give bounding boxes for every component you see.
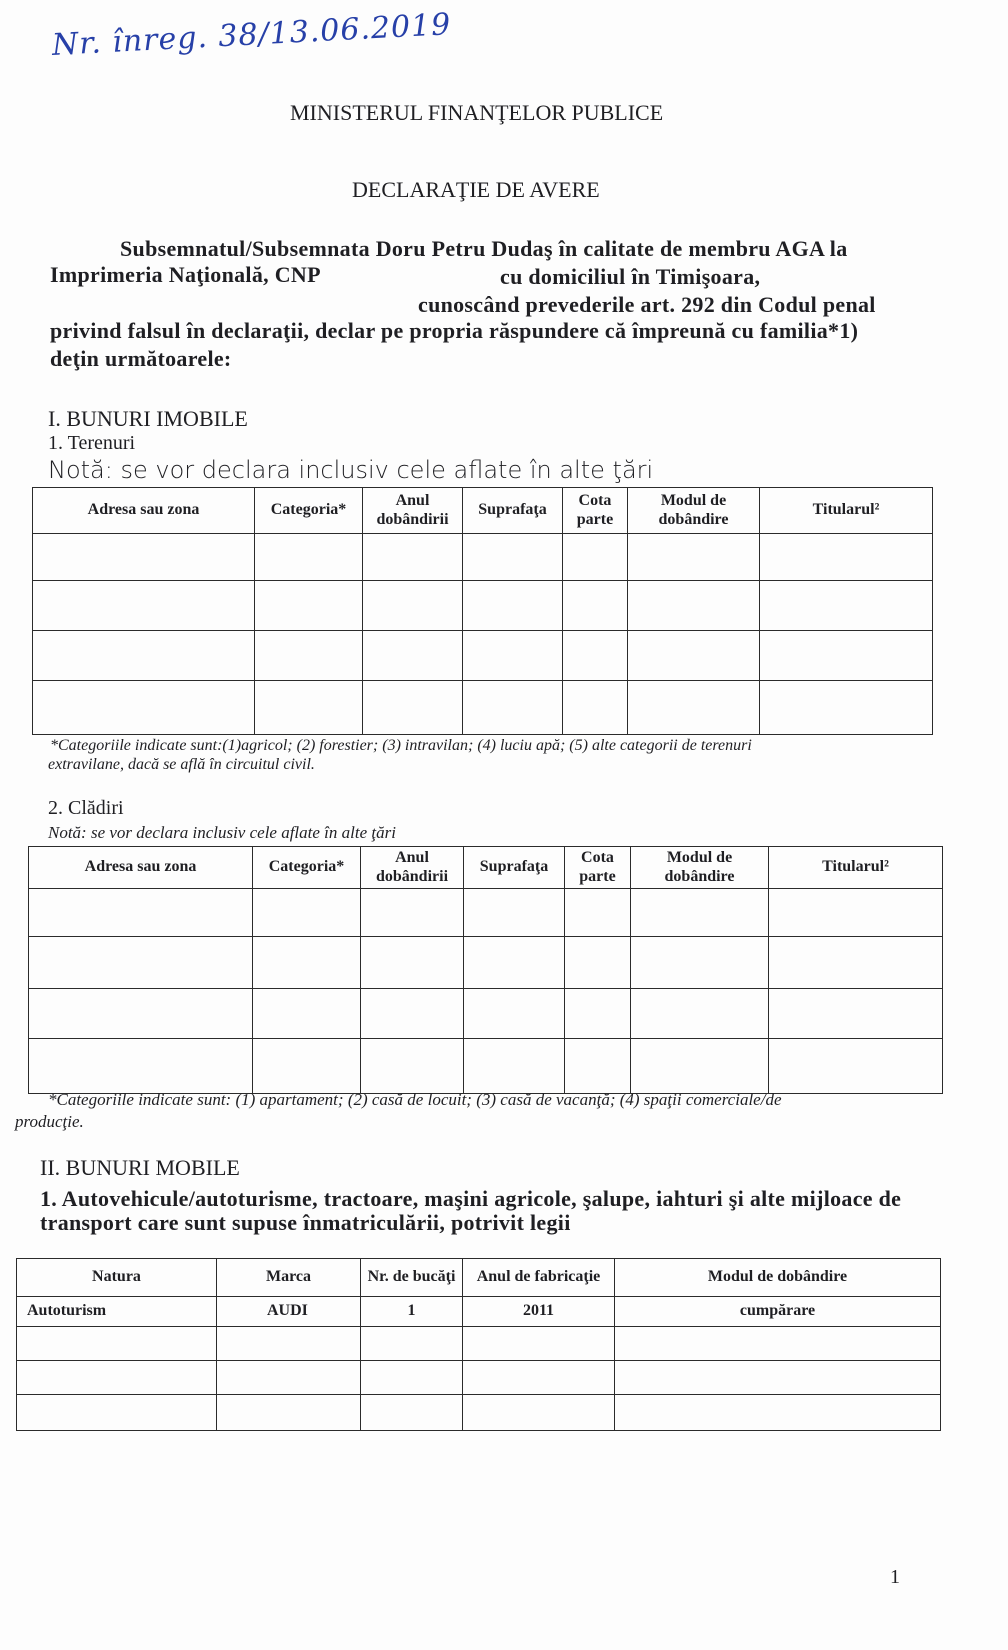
col-anul-fabricatie: Anul de fabricaţie xyxy=(463,1259,615,1297)
section-2-title: II. BUNURI MOBILE xyxy=(40,1155,240,1180)
cell-marca: AUDI xyxy=(217,1297,361,1327)
col-titularul: Titularul² xyxy=(760,488,933,534)
table-row xyxy=(33,534,933,581)
col-adresa: Adresa sau zona xyxy=(33,488,255,534)
col-categoria: Categoria* xyxy=(253,847,361,889)
terenuri-header-row xyxy=(33,488,933,534)
col-marca: Marca xyxy=(217,1259,361,1297)
section-2-subtitle-line1: 1. Autovehicule/autoturisme, tractoare, maşini agricole, şalupe, iahturi şi alte mijloace de xyxy=(40,1186,902,1211)
table-row xyxy=(33,631,933,681)
col-natura: Natura xyxy=(17,1259,217,1297)
vehicles-header-row xyxy=(17,1259,941,1297)
table-row xyxy=(29,1039,943,1094)
table-row xyxy=(29,937,943,989)
cell-natura: Autoturism xyxy=(17,1297,217,1327)
cell-nr-bucati: 1 xyxy=(361,1297,463,1327)
section-1-subtitle-terenuri: 1. Terenuri xyxy=(48,432,136,454)
intro-line-2a: Imprimeria Naţională, CNP xyxy=(50,262,321,287)
col-modul: Modul de dobândire xyxy=(628,488,760,534)
table-row xyxy=(33,581,933,631)
col-anul: Anul dobândirii xyxy=(361,847,464,889)
vehicles-table xyxy=(16,1258,941,1431)
footnote-cladiri: *Categoriile indicate sunt: (1) apartament; (2) casă de locuit; (3) casă de vacanţă; (4) spaţii comerciale/de xyxy=(48,1090,782,1109)
intro-line-2b: cu domiciliul în Timişoara, xyxy=(500,264,761,289)
intro-line-1: Subsemnatul/Subsemnata Doru Petru Dudaş în calitate de membru AGA la xyxy=(120,236,848,261)
table-row xyxy=(29,989,943,1039)
table-row xyxy=(17,1395,941,1431)
col-titularul: Titularul² xyxy=(769,847,943,889)
section-2-subtitle-line2: transport care sunt supuse înmatriculării, potrivit legii xyxy=(40,1210,571,1235)
col-suprafata: Suprafaţa xyxy=(464,847,565,889)
terenuri-table xyxy=(32,487,933,735)
table-row xyxy=(33,681,933,735)
cell-anul-fabricatie: 2011 xyxy=(463,1297,615,1327)
footnote-cladiri-cont: producţie. xyxy=(15,1112,84,1131)
footnote-terenuri-cont: extravilane, dacă se află în circuitul civil. xyxy=(48,756,315,773)
col-adresa: Adresa sau zona xyxy=(29,847,253,889)
page-number: 1 xyxy=(890,1566,900,1588)
col-modul: Modul de dobândire xyxy=(631,847,769,889)
table-row xyxy=(17,1297,941,1327)
col-cota: Cota parte xyxy=(565,847,631,889)
col-suprafata: Suprafaţa xyxy=(463,488,563,534)
cladiri-header-row xyxy=(29,847,943,889)
col-modul-dobandire: Modul de dobândire xyxy=(615,1259,941,1297)
col-anul: Anul dobândirii xyxy=(363,488,463,534)
ministry-heading: MINISTERUL FINANŢELOR PUBLICE xyxy=(290,100,664,125)
note-terenuri: Notă: se vor declara inclusiv cele aflate în alte ţări xyxy=(48,456,654,484)
note-cladiri: Notă: se vor declara inclusiv cele aflate în alte ţări xyxy=(48,823,396,842)
col-cota: Cota parte xyxy=(563,488,628,534)
intro-line-4: privind falsul în declaraţii, declar pe propria răspundere că împreună cu familia*1) xyxy=(50,318,859,343)
section-1-subtitle-cladiri: 2. Clădiri xyxy=(48,797,124,819)
intro-line-5: deţin următoarele: xyxy=(50,346,232,371)
section-1-title: I. BUNURI IMOBILE xyxy=(48,406,248,431)
table-row xyxy=(29,889,943,937)
cladiri-table xyxy=(28,846,943,1094)
cell-modul-dobandire: cumpărare xyxy=(615,1297,941,1327)
col-categoria: Categoria* xyxy=(255,488,363,534)
document-title: DECLARAŢIE DE AVERE xyxy=(352,177,600,202)
intro-line-3: cunoscând prevederile art. 292 din Codul penal xyxy=(418,292,876,317)
footnote-terenuri: *Categoriile indicate sunt:(1)agricol; (2) forestier; (3) intravilan; (4) luciu apă; (5) alte categorii de terenuri xyxy=(50,737,752,754)
registration-handwritten: Nr. înreg. 38/13.06.2019 xyxy=(51,7,453,63)
table-row xyxy=(17,1361,941,1395)
table-row xyxy=(17,1327,941,1361)
col-nr-bucati: Nr. de bucăţi xyxy=(361,1259,463,1297)
